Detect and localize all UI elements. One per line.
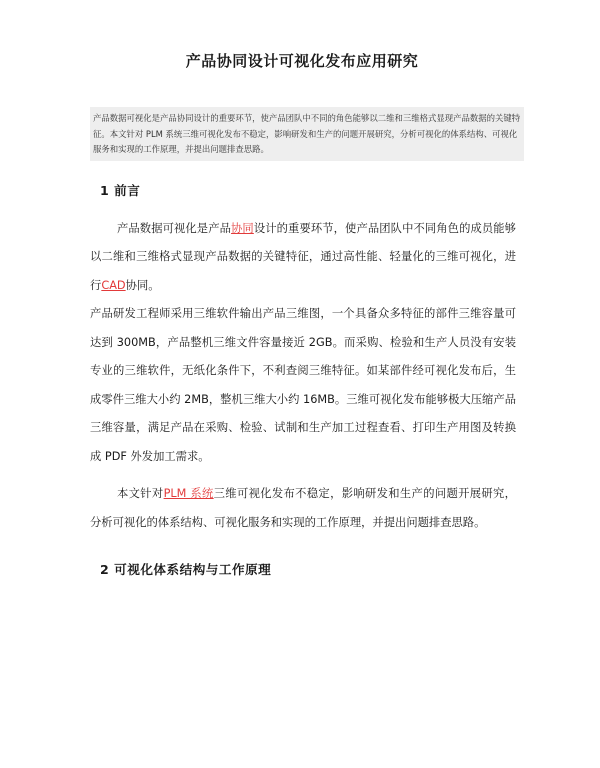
link-plm-system[interactable]: PLM 系统 — [163, 487, 214, 500]
link-collaboration[interactable]: 协同 — [231, 221, 254, 235]
paragraph-scope-text-b: 三维可视化发布不稳定，影响研发和生产的问题开展研究，分析可视化的体系结构、可视化服务和实现的工作原理，并提出问题排查思路。 — [90, 487, 516, 529]
section-heading-preface: 1 前言 — [100, 182, 141, 198]
paragraph-scope — [90, 480, 516, 537]
document-title: 产品协同设计可视化发布应用研究 — [185, 52, 419, 70]
paragraph-scope-text-a: 本文针对 — [117, 487, 164, 500]
link-cad[interactable]: CAD — [101, 278, 126, 292]
paragraph-intro-text-a: 产品数据可视化是产品 — [117, 221, 232, 235]
paragraph-background: 产品研发工程师采用三维软件输出产品三维图，一个具备众多特征的部件三维容量可达到 300MB，产品整机三维文件容量接近 2GB。而采购、检验和生产人员没有安装专业的三维软件，无纸化条件下，不利查阅三维特征。如某部件经可视化发布后，生成零件三维大小约 2MB，整机三维大小约 16MB。三维可视化发布能够极大压缩产品三维容量，满足产品在采购、检验、试制和生产加工过程查看、打印生产用图及转换成 PDF 外发加工需求。 — [90, 307, 516, 463]
section-heading-architecture: 2 可视化体系结构与工作原理 — [100, 562, 272, 577]
paragraph-intro-text-c: 协同。 — [125, 278, 160, 292]
abstract-block: 产品数据可视化是产品协同设计的重要环节，使产品团队中不同的角色能够以二维和三维格式显现产品数据的关键特征。本文针对 PLM 系统三维可视化发布不稳定，影响研发和生产的问题开展研究，分析可视化的体系结构、可视化服务和实现的工作原理，并提出问题排查思路。 — [90, 107, 524, 161]
paragraph-intro-text-b: 设计的重要环节，使产品团队中不同角色的成员能够以二维和三维格式显现产品数据的关键特征，通过高性能、轻量化的三维可视化，进行 — [90, 221, 516, 292]
paragraph-intro — [90, 215, 516, 301]
